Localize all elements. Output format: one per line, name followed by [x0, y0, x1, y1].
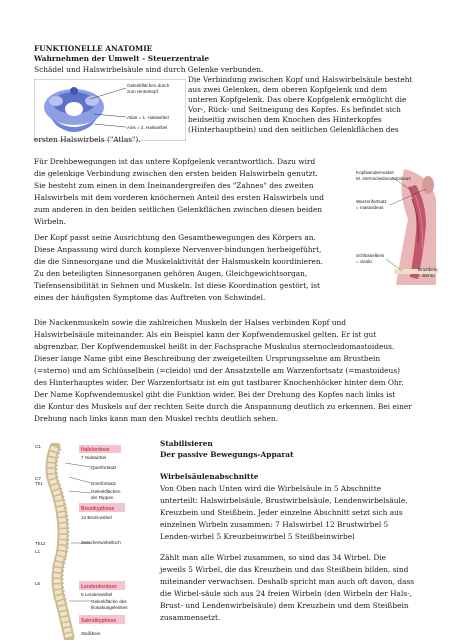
neck-label-mastoid-2: = mastoideus — [356, 205, 384, 210]
label-facet-2: zum Hinterkopf — [127, 89, 158, 94]
section-wirbel-heading: Wirbelsäulenabschnitte — [160, 472, 259, 481]
para5-line: Lenden-wirbel 5 Kreuzbeinwirbel 5 Steißbeinwirbel — [160, 532, 355, 541]
para3-line: Diese Anpassung wird durch komplexe Nervenver-bindungen herbeigeführt, — [34, 245, 322, 254]
section-passive-apparat: Der passive Bewegungs-Apparat — [160, 450, 294, 459]
label-lendenwirbel: 5 Lendenwirbel — [81, 592, 113, 597]
para4-line: abgrenzbar. Der Kopfwendemuskel heißt in der Fachsprache Muskulus sternocleidomastoideus. — [34, 342, 395, 351]
marker-c7: C7 — [35, 476, 41, 481]
label-gelenk-2: der Rippen — [91, 495, 114, 500]
label-sakralkyphose: Sakralkyphose — [81, 618, 117, 624]
para2-line: die gelenkige Verbindung zwischen den ersten beiden Halswirbeln genutzt. — [34, 169, 318, 178]
label-facet-1: Gelenkflächen durch — [127, 83, 170, 88]
page-title: FUNKTIONELLE ANATOMIE — [34, 44, 153, 53]
spine-figure — [35, 443, 156, 640]
para4-line: Der Name Kopfwendemuskel gibt die Funktion wider. Bei der Drehung des Kopfes nach links ist — [34, 390, 396, 399]
para6-line: jeweils 5 Wirbel, die das Kreuzbein und das Steißbein bilden, sind — [160, 565, 409, 574]
para3-line: die die Sinnesorgane und die Muskelaktivität der Halsmuskeln koordinieren. — [34, 257, 323, 266]
label-ilio-1: Gelenkfläche des — [91, 599, 127, 604]
para4-line: Die Nackenmuskeln sowie die zahlreichen Muskeln der Halses verbinden Kopf und — [34, 318, 347, 327]
label-lendenlordose: Lendenlordose — [81, 584, 117, 590]
intro-line: Schädel und Halswirbelsäule sind durch Gelenke verbunden. — [34, 65, 264, 74]
neck-illustration — [356, 169, 440, 285]
para4-line: (=sterno) und am Schlüsselbein (=cleido) und der Ansatzstelle am Warzenfortsatz (=mastoideus) — [34, 366, 400, 375]
marker-l1: L1 — [35, 549, 41, 554]
para1-end: ersten Halswirbels ("Atlas"). — [34, 135, 141, 144]
label-halswirbel: 7 Halswirbel — [81, 455, 107, 460]
para2-line: Sie besteht zum einen in dem Ineinandergreifen des "Zahnes" des zweiten — [34, 181, 314, 190]
para4-line: Drehung nach links kann man den Muskel rechts deutlich sehen. — [34, 414, 279, 423]
para3-line: Tiefensensibilität in Sehnen und Muskeln. Ist diese Koordination gestört, ist — [34, 281, 321, 290]
atlas-illustration — [34, 79, 186, 141]
para6-line: zusammensetzt. — [160, 613, 221, 622]
neck-muscle-figure — [356, 169, 440, 285]
para3-line: Der Kopf passt seine Ausrichtung den Gesamtbewegungen des Körpers an. — [34, 233, 316, 242]
marker-l5: L5 — [35, 581, 41, 586]
para4-line: Halswirbelsäule miteinander. Als ein Beispiel kann der Kopfwendemuskel gelten. Er ist gut — [34, 330, 377, 339]
neck-label-top-1: Kopfwendemuskel — [356, 170, 394, 175]
label-axis: Axis = 2. Halswirbel — [127, 125, 168, 130]
label-dornfortsatz: Dornfortsatz — [91, 481, 117, 486]
label-querfortsatz: Querfortsatz — [91, 465, 117, 470]
label-brustwirbel: 12 Brust-wirbel — [81, 515, 112, 520]
label-ilio-2: Iliosakralgelenkes — [91, 605, 128, 610]
para1-line: unteren Kopfgelenk. Das obere Kopfgelenk ermöglicht die — [188, 95, 407, 104]
para2-line: Wirbeln. — [34, 217, 66, 226]
neck-label-top-2: M. sternocleidomastoideus — [356, 176, 411, 181]
para5-line: Kreuzbein und Steißbein. Jeder einzelne Abschnitt setzt sich aus — [160, 508, 403, 517]
neck-label-clavicle-1: Schlüsselbein — [356, 253, 385, 258]
label-atlas: Atlas = 1. Halswirbel — [127, 115, 169, 120]
para1-line: Die Verbindung zwischen Kopf und Halswirbelsäule besteht — [188, 75, 413, 84]
para6-line: Zählt man alle Wirbel zusammen, so sind das 34 Wirbel. Die — [160, 553, 387, 562]
para6-line: miteinander verwachsen. Deshalb spricht man auch oft davon, dass — [160, 577, 415, 586]
neck-label-clavicle-2: = cleido — [356, 259, 372, 264]
para5-line: Von Oben nach Unten wird die Wirbelsäule in 5 Abschnitte — [160, 484, 382, 493]
para2-line: zum anderen in den beiden seitlichen Gelenkflächen zwischen diesen beiden — [34, 205, 323, 214]
atlas-axis-figure — [34, 79, 186, 141]
label-zwischenwirbel: Zwischenwirbelloch — [81, 540, 121, 545]
marker-c1: C1 — [35, 444, 41, 449]
para2-line: Für Drehbewegungen ist das untere Kopfgelenk verantwortlich. Dazu wird — [34, 157, 316, 166]
section-subtitle: Wahrnehmen der Umwelt - Steuerzentrale — [34, 54, 210, 63]
label-gelenk-1: Gelenkflächen — [91, 489, 121, 494]
neck-label-sternum-1: Brustbein — [418, 267, 438, 272]
spine-illustration — [35, 443, 156, 640]
para5-line: einzelnen Wirbeln zusammen: 7 Halswirbel 12 Brustwirbel 5 — [160, 520, 389, 529]
para3-line: Zu den beteiligten Sinnesorganen gehören Augen, Gleichgewichtsorgan, — [34, 269, 308, 278]
para6-line: die Wirbel-säule sich aus 24 freien Wirbeln (den Wirbeln der Hals-, — [160, 589, 412, 598]
para1-line: aus zwei Gelenken, dem oberen Kopfgelenk und dem — [188, 85, 388, 94]
marker-th12: Th12 — [35, 541, 46, 546]
neck-label-mastoid-1: Warzenfortsatz — [356, 199, 387, 204]
para4-line: des Hinterhauptes wider. Der Warzenfortsatz ist ein gut tastbarer Knochenhöcker hinter dem Ohr. — [34, 378, 404, 387]
para4-line: Dieser lange Name gibt eine Beschreibung der zweigeteilten Ursprungssehne am Brustbein — [34, 354, 381, 363]
marker-th1: Th1 — [35, 481, 43, 486]
label-steissbein: Steißbein — [81, 631, 101, 636]
para2-line: Halswirbels mit dem vorderen knöchernen Anteil des ersten Halswirbels und — [34, 193, 325, 202]
para3-line: eines der häufigsten Symptome das Auftreten von Schwindel. — [34, 293, 266, 302]
para1-line: beidseitig zwischen dem Knochen des Hinterkopfes — [188, 115, 382, 124]
para1-line: (Hinterhauptbein) und den seitlichen Gelenkflächen des — [188, 125, 399, 134]
para5-line: unterteilt: Halswirbelsäule, Brustwirbelsäule, Lendenwirbelsäule, — [160, 496, 408, 505]
section-stabilisieren: Stabilisieren — [160, 439, 213, 448]
neck-label-sternum-2: = sterno — [418, 273, 435, 278]
label-brustkyphose: Brustkyphose — [81, 506, 115, 512]
para1-line: Vor-, Rück- und Seitneigung des Kopfes. Es befindet sich — [188, 105, 401, 114]
para4-line: die Kontur des Muskels auf der rechten Seite durch die Anspannung deutlich zu erkennen. Bei einer — [34, 402, 412, 411]
label-halslordose: Halslordose — [81, 447, 110, 453]
para6-line: Brust- und Lendenwirbelsäule) dem Kreuzbein und dem Steißbein — [160, 601, 409, 610]
